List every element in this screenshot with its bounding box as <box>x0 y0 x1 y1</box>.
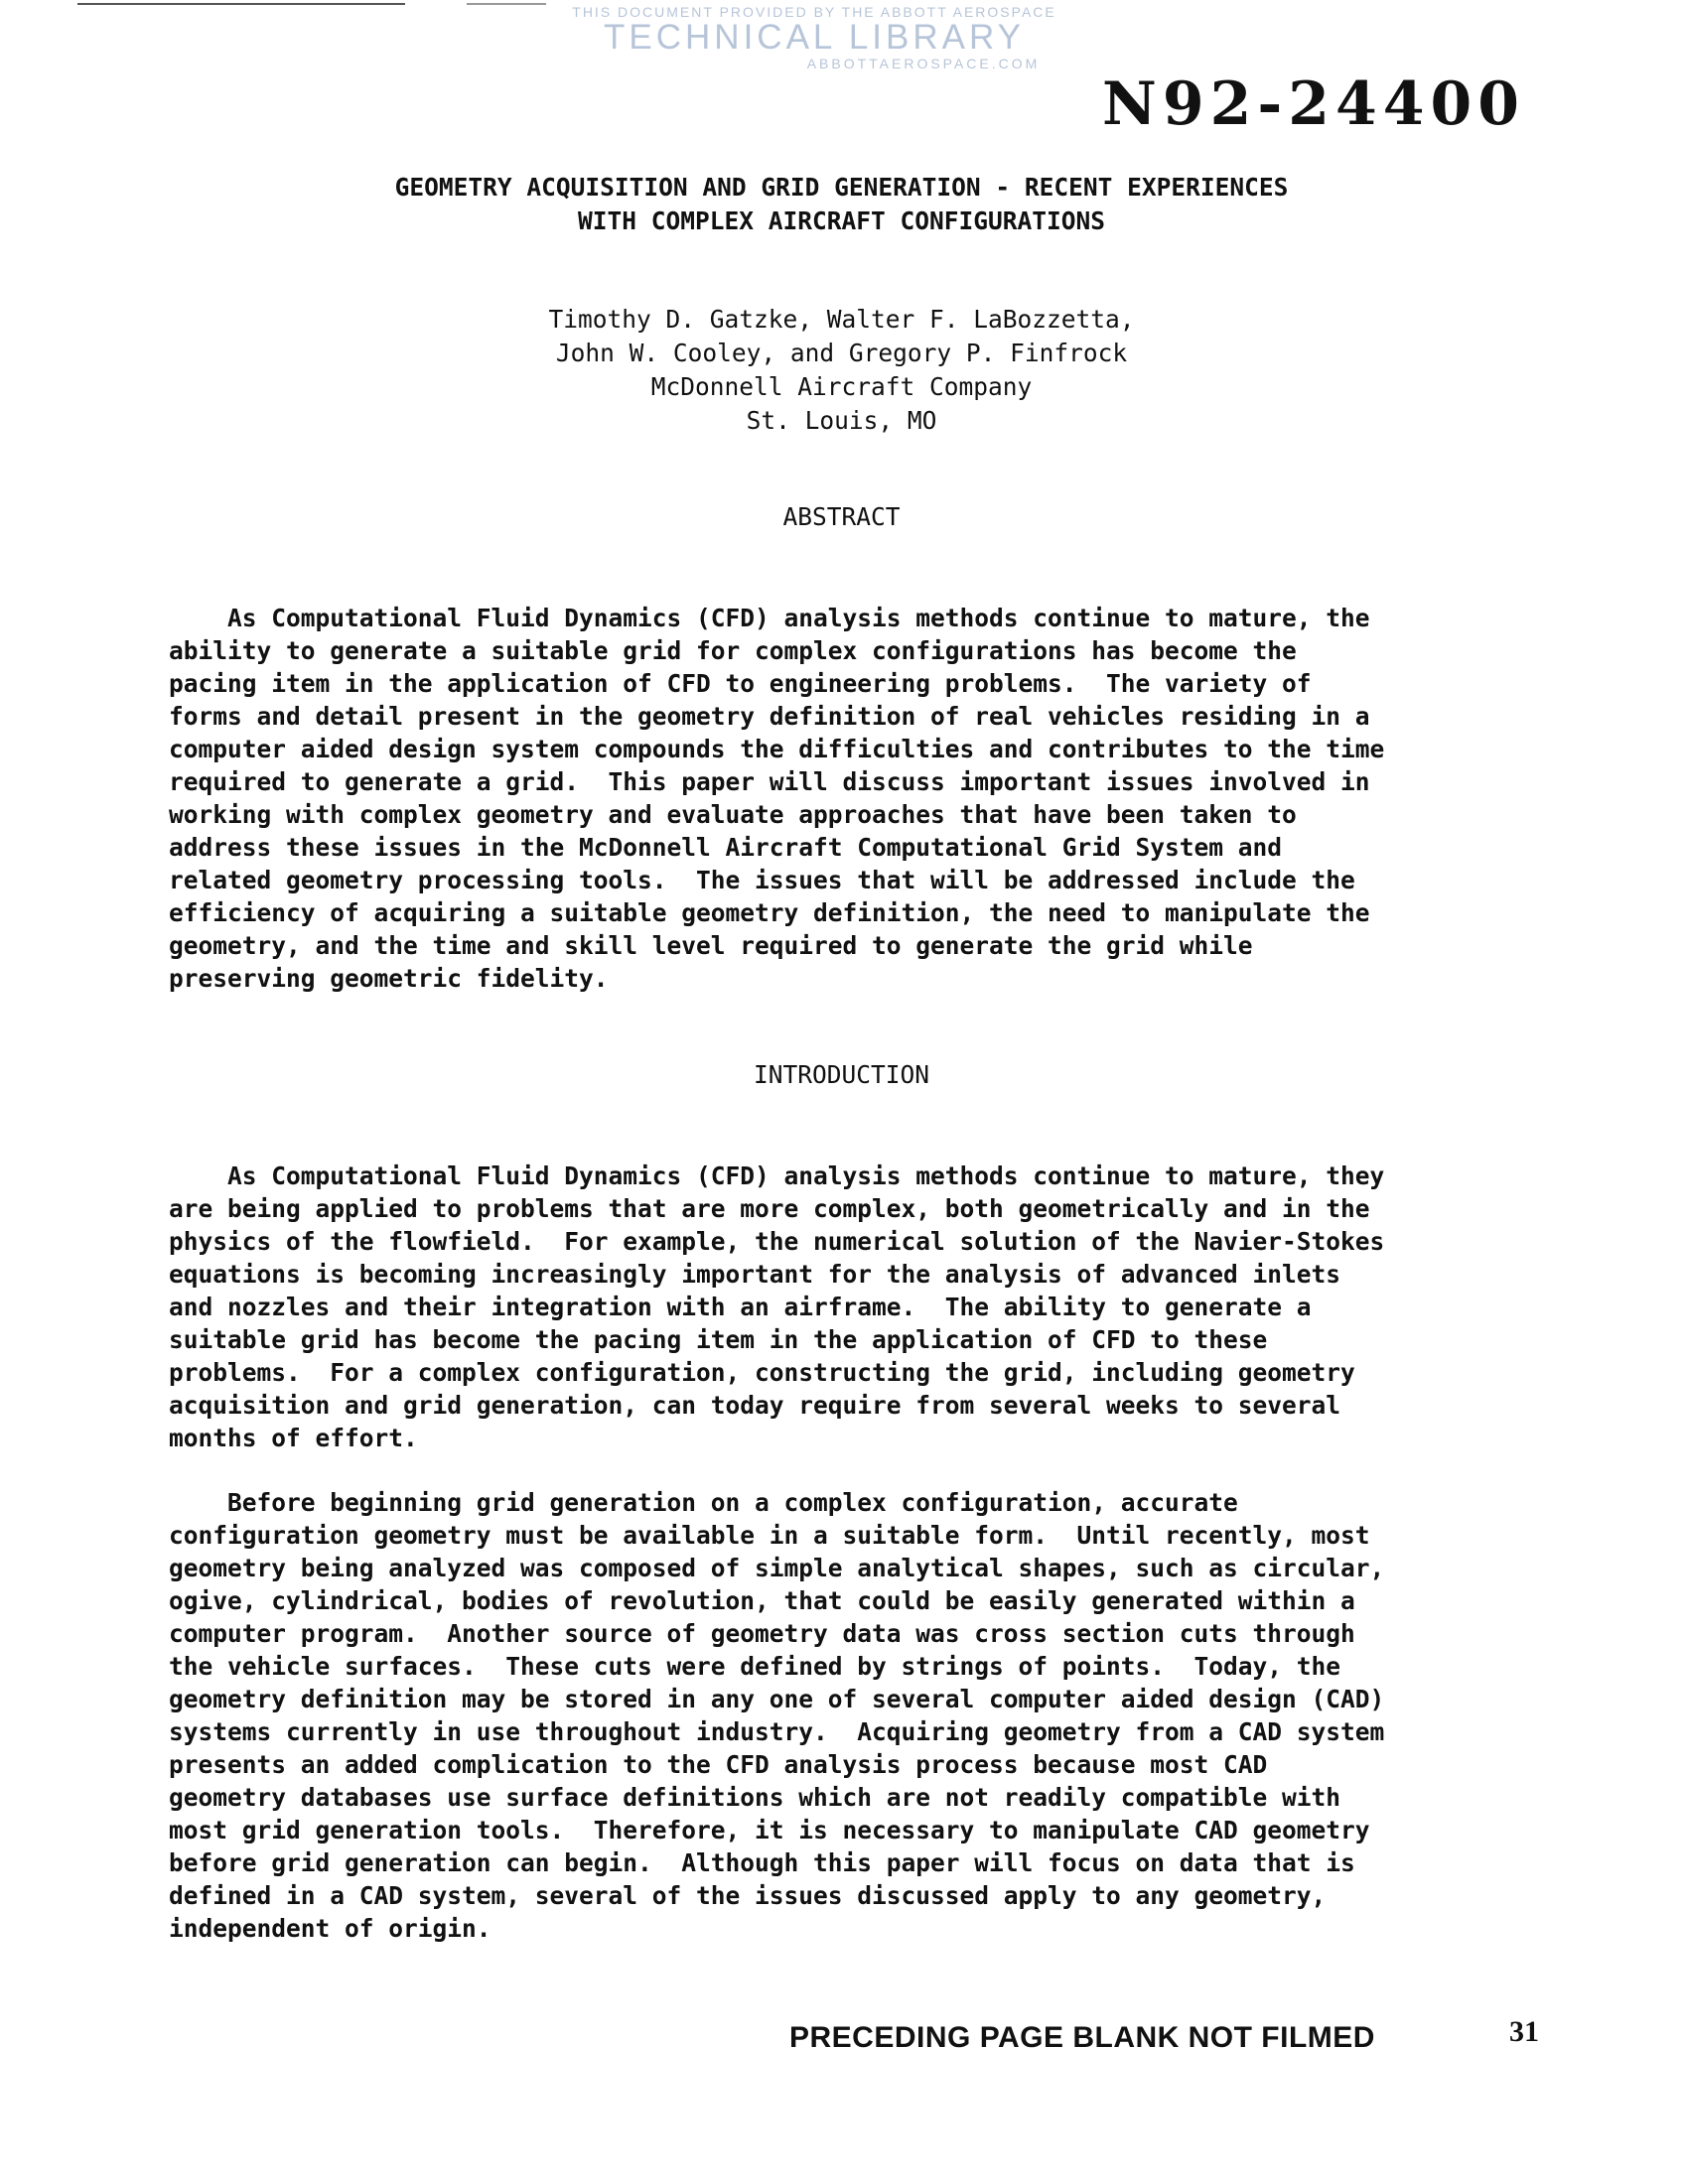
text-line: and nozzles and their integration with an airframe. The ability to generate a <box>169 1293 1312 1321</box>
text-line: acquisition and grid generation, can today require from several weeks to several <box>169 1391 1341 1420</box>
paper-title-line: WITH COMPLEX AIRCRAFT CONFIGURATIONS <box>577 206 1105 235</box>
text-line: configuration geometry must be available in a suitable form. Until recently, most <box>169 1521 1370 1550</box>
text-line: geometry being analyzed was composed of simple analytical shapes, such as circular, <box>169 1554 1385 1582</box>
affiliation: McDonnell Aircraft Company <box>650 372 1033 401</box>
text-line: equations is becoming increasingly important for the analysis of advanced inlets <box>169 1260 1341 1289</box>
watermark-url: ABBOTTAEROSPACE.COM <box>806 56 1041 71</box>
text-line: geometry definition may be stored in any one of several computer aided design (CAD) <box>169 1685 1385 1713</box>
introduction-paragraph-1 <box>169 1160 1539 1454</box>
paper-title <box>0 171 1683 238</box>
text-line: required to generate a grid. This paper will discuss important issues involved in <box>169 767 1370 796</box>
text-line: before grid generation can begin. Although this paper will focus on data that is <box>169 1848 1355 1877</box>
preceding-page-stamp: PRECEDING PAGE BLANK NOT FILMED <box>789 2021 1375 2054</box>
location: St. Louis, MO <box>746 406 937 435</box>
text-line: forms and detail present in the geometry definition of real vehicles residing in a <box>169 702 1370 731</box>
text-line: systems currently in use throughout industry. Acquiring geometry from a CAD system <box>169 1717 1385 1746</box>
text-line: As Computational Fluid Dynamics (CFD) analysis methods continue to mature, the <box>169 604 1370 632</box>
introduction-paragraph-2 <box>169 1486 1539 1945</box>
text-line: geometry, and the time and skill level required to generate the grid while <box>169 931 1253 960</box>
text-line: the vehicle surfaces. These cuts were defined by strings of points. Today, the <box>169 1652 1341 1681</box>
text-line: geometry databases use surface definitions which are not readily compatible with <box>169 1783 1341 1812</box>
text-line: efficiency of acquiring a suitable geometry definition, the need to manipulate the <box>169 898 1370 927</box>
text-line: address these issues in the McDonnell Aircraft Computational Grid System and <box>169 833 1283 862</box>
text-line: computer aided design system compounds the difficulties and contributes to the time <box>169 735 1385 763</box>
text-line: defined in a CAD system, several of the issues discussed apply to any geometry, <box>169 1881 1327 1910</box>
watermark-provider: THIS DOCUMENT PROVIDED BY THE ABBOTT AEROSPACE <box>572 4 1056 20</box>
scan-edge-rule-short <box>467 3 546 5</box>
text-line: related geometry processing tools. The issues that will be addressed include the <box>169 866 1355 894</box>
author-line: John W. Cooley, and Gregory P. Finfrock <box>555 339 1128 367</box>
text-line: months of effort. <box>169 1424 418 1452</box>
text-line: problems. For a complex configuration, constructing the grid, including geometry <box>169 1358 1355 1387</box>
text-line: are being applied to problems that are more complex, both geometrically and in the <box>169 1194 1370 1223</box>
text-line: presents an added complication to the CFD analysis process because most CAD <box>169 1750 1268 1779</box>
introduction-heading: INTRODUCTION <box>753 1060 929 1089</box>
text-line: most grid generation tools. Therefore, it is necessary to manipulate CAD geometry <box>169 1816 1370 1844</box>
watermark-library: TECHNICAL LIBRARY <box>604 18 1025 57</box>
accession-number: N92-24400 <box>1102 69 1525 139</box>
text-line: preserving geometric fidelity. <box>169 964 609 993</box>
author-line: Timothy D. Gatzke, Walter F. LaBozzetta, <box>548 305 1135 334</box>
watermark <box>536 4 1092 71</box>
abstract-heading: ABSTRACT <box>782 502 901 531</box>
text-line: computer program. Another source of geometry data was cross section cuts through <box>169 1619 1355 1648</box>
text-line: As Computational Fluid Dynamics (CFD) analysis methods continue to mature, they <box>169 1161 1385 1190</box>
text-line: Before beginning grid generation on a complex configuration, accurate <box>169 1488 1238 1517</box>
text-line: ability to generate a suitable grid for complex configurations has become the <box>169 636 1297 665</box>
paper-title-line: GEOMETRY ACQUISITION AND GRID GENERATION - RECENT EXPERIENCES <box>394 173 1289 202</box>
text-line: suitable grid has become the pacing item in the application of CFD to these <box>169 1325 1268 1354</box>
text-line: independent of origin. <box>169 1914 491 1943</box>
text-line: pacing item in the application of CFD to engineering problems. The variety of <box>169 669 1312 698</box>
page-number: 31 <box>1509 2015 1539 2048</box>
abstract-body <box>169 602 1539 995</box>
author-block <box>0 303 1683 438</box>
scan-edge-rule <box>77 3 405 5</box>
text-line: working with complex geometry and evaluate approaches that have been taken to <box>169 800 1297 829</box>
text-line: ogive, cylindrical, bodies of revolution, that could be easily generated within a <box>169 1586 1355 1615</box>
text-line: physics of the flowfield. For example, the numerical solution of the Navier-Stokes <box>169 1227 1385 1256</box>
